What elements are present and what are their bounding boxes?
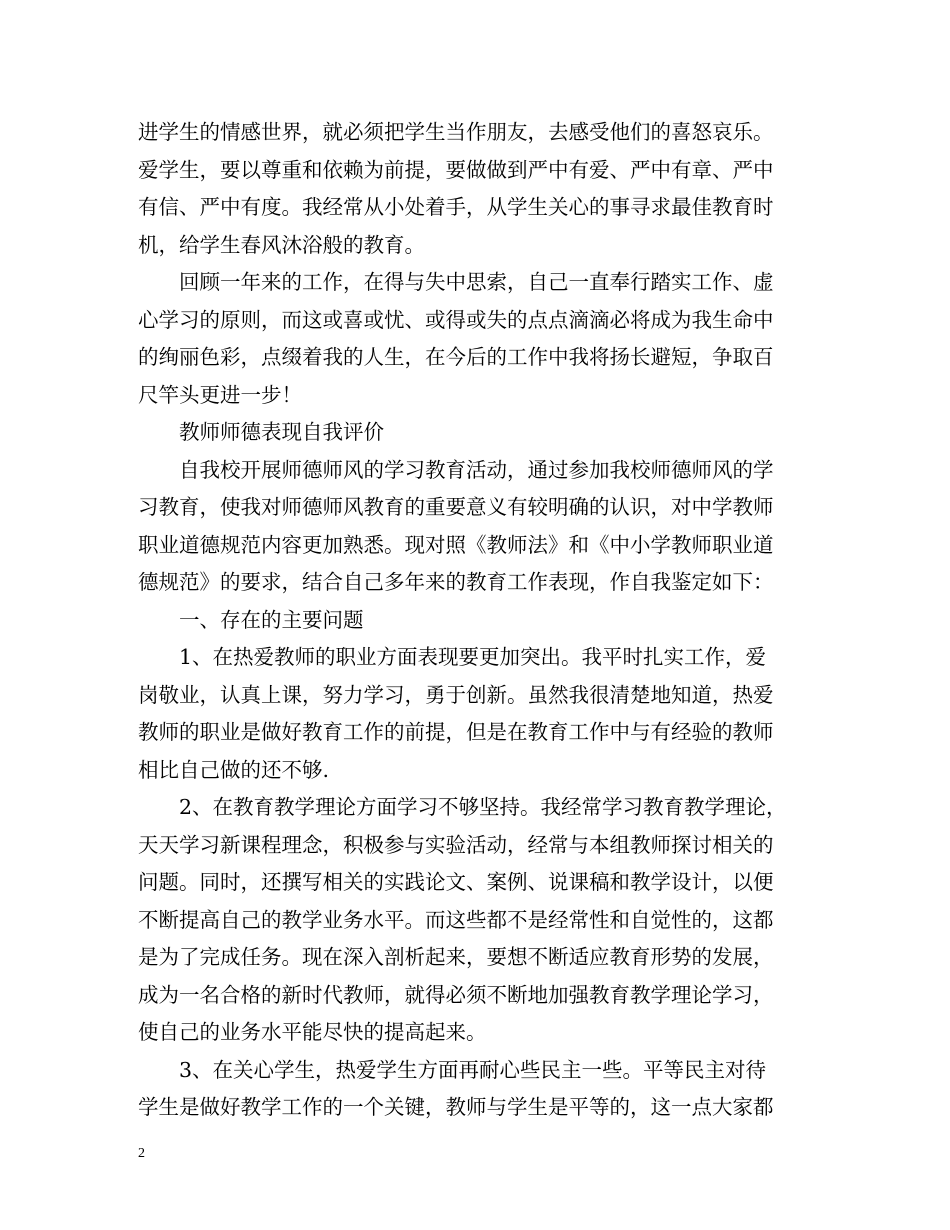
- text-line: 有信、严中有度。我经常从小处着手，从学生关心的事寻求最佳教育时: [138, 195, 774, 219]
- text-line: 教师的职业是做好教育工作的前提，但是在教育工作中与有经验的教师: [138, 720, 774, 744]
- text-line: 机，给学生春风沐浴般的教育。: [138, 232, 425, 257]
- body-text: [138, 114, 838, 1127]
- section-heading: 教师师德表现自我评价: [138, 420, 384, 444]
- text-line: 习教育，使我对师德师风教育的重要意义有较明确的认识，对中学教师: [138, 495, 774, 519]
- text-line: 的绚丽色彩，点缀着我的人生，在今后的工作中我将扬长避短，争取百: [138, 345, 774, 369]
- text-line: 尺竿头更进一步！: [138, 382, 302, 407]
- text-line: 回顾一年来的工作，在得与失中思索，自己一直奉行踏实工作、虚: [138, 270, 774, 294]
- text-line: 心学习的原则，而这或喜或忧、或得或失的点点滴滴必将成为我生命中: [138, 307, 774, 332]
- text-line: 是为了完成任务。现在深入剖析起来，要想不断适应教育形势的发展，: [138, 945, 774, 969]
- text-line: 爱学生，要以尊重和依赖为前提，要做做到严中有爱、严中有章、严中: [138, 157, 774, 182]
- text-line: 不断提高自己的教学业务水平。而这些都不是经常性和自觉性的，这都: [138, 907, 774, 932]
- text-line: 问题。同时，还撰写相关的实践论文、案例、说课稿和教学设计，以便: [138, 870, 774, 894]
- text-line: 1、在热爱教师的职业方面表现要更加突出。我平时扎实工作，爱: [138, 645, 767, 669]
- text-line: 学生是做好教学工作的一个关键，教师与学生是平等的，这一点大家都: [138, 1095, 774, 1119]
- text-line: 使自己的业务水平能尽快的提高起来。: [138, 1020, 487, 1044]
- text-line: 自我校开展师德师风的学习教育活动，通过参加我校师德师风的学: [138, 457, 774, 482]
- text-line: 职业道德规范内容更加熟悉。现对照《教师法》和《中小学教师职业道: [138, 532, 774, 557]
- text-line: 相比自己做的还不够.: [138, 757, 330, 782]
- text-line: 2、在教育教学理论方面学习不够坚持。我经常学习教育教学理论，: [138, 795, 787, 819]
- text-line: 德规范》的要求，结合自己多年来的教育工作表现，作自我鉴定如下：: [138, 570, 774, 594]
- text-line: 天天学习新课程理念，积极参与实验活动，经常与本组教师探讨相关的: [138, 832, 774, 857]
- text-line: 3、在关心学生，热爱学生方面再耐心些民主一些。平等民主对待: [138, 1057, 767, 1082]
- page-number: 2: [138, 1146, 145, 1161]
- subsection-heading: 一、存在的主要问题: [138, 607, 364, 632]
- text-line: 进学生的情感世界，就必须把学生当作朋友，去感受他们的喜怒哀乐。: [138, 120, 774, 144]
- text-line: 成为一名合格的新时代教师，就得必须不断地加强教育教学理论学习，: [138, 982, 774, 1007]
- text-line: 岗敬业，认真上课，努力学习，勇于创新。虽然我很清楚地知道，热爱: [138, 682, 774, 707]
